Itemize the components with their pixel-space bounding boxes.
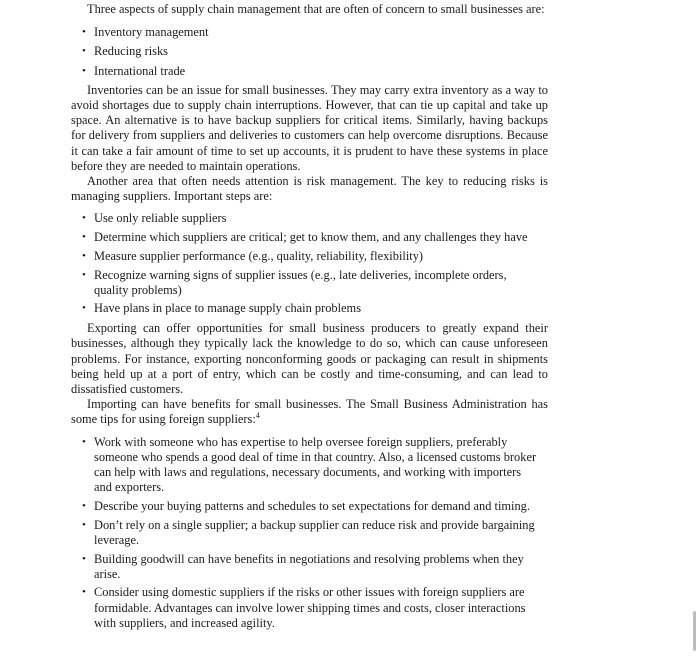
- list-item: • Reducing risks: [82, 44, 168, 59]
- intro-paragraph: Three aspects of supply chain management that are often of concern to small businesses are:: [87, 2, 545, 16]
- bullet-icon: •: [82, 268, 86, 281]
- bullet-icon: •: [82, 518, 86, 531]
- exporting-paragraph: Exporting can offer opportunities for small business producers to greatly expand their businesses, although they typically lack the knowledge to do so, which can cause unforeseen problems. For instance, exporting nonconforming goods or packaging can result in shipments being held up at a port of entry, which can be costly and time-consuming, and can lead to dissatisfied customers.: [71, 321, 548, 396]
- list-item: • Inventory management: [82, 25, 209, 40]
- concerns-list: [71, 25, 548, 79]
- bullet-icon: •: [82, 249, 86, 262]
- scrollbar-thumb[interactable]: [693, 611, 696, 651]
- list-item: • International trade: [82, 63, 186, 78]
- list-item: • Building goodwill can have benefits in negotiations and resolving problems when they arise.: [82, 551, 524, 581]
- bullet-icon: •: [82, 499, 86, 512]
- bullet-icon: •: [82, 586, 86, 599]
- footnote-marker: 4: [255, 411, 260, 421]
- bullet-icon: •: [82, 231, 86, 244]
- bullet-icon: •: [82, 302, 86, 315]
- foreign-supplier-tips-list: [71, 435, 548, 631]
- bullet-icon: •: [82, 26, 86, 39]
- inventories-paragraph: Inventories can be an issue for small businesses. They may carry extra inventory as a way to avoid shortages due to supply chain interruptions. However, that can tie up capital and take up space. An alternative is to have backup suppliers for critical items. Similarly, having backups for delivery from suppliers and deliveries to customers can help overcome disruptions. Because it can take a fair amount of time to set up accounts, it is prudent to have these systems in place before they are needed to maintain operations.: [71, 82, 548, 173]
- list-item: • Use only reliable suppliers: [82, 211, 227, 226]
- bullet-icon: •: [82, 45, 86, 58]
- list-item: • Consider using domestic suppliers if the risks or other issues with foreign suppliers are formidable. Advantages can involve lower shipping times and costs, closer interactions with suppliers, and increased agility.: [82, 585, 526, 630]
- list-item: • Measure supplier performance (e.g., quality, reliability, flexibility): [82, 248, 424, 263]
- bullet-icon: •: [82, 212, 86, 225]
- bullet-icon: •: [82, 552, 86, 565]
- list-item: • Don’t rely on a single supplier; a backup supplier can reduce risk and provide bargaining leverage.: [82, 517, 535, 547]
- risk-paragraph: Another area that often needs attention is risk management. The key to reducing risks is managing suppliers. Important steps are:: [71, 174, 548, 204]
- bullet-icon: •: [82, 64, 86, 77]
- list-item: • Describe your buying patterns and schedules to set expectations for demand and timing.: [82, 498, 530, 513]
- list-item: • Work with someone who has expertise to help oversee foreign suppliers, preferably someone who spends a good deal of time in that country. Also, a licensed customs broker can help with laws and regulations, necessary documents, and working with importers and exporters.: [82, 434, 537, 495]
- list-item: • Determine which suppliers are critical; get to know them, and any challenges they have: [82, 230, 528, 245]
- list-item: • Have plans in place to manage supply chain problems: [82, 301, 362, 316]
- bullet-icon: •: [82, 435, 86, 448]
- supplier-steps-list: [71, 211, 548, 316]
- list-item: • Recognize warning signs of supplier issues (e.g., late deliveries, incomplete orders, quality problems): [82, 267, 507, 297]
- importing-paragraph: Importing can have benefits for small businesses. The Small Business Administration has some tips for using foreign suppliers:$^4$: [71, 397, 548, 427]
- document-page: [71, 0, 548, 635]
